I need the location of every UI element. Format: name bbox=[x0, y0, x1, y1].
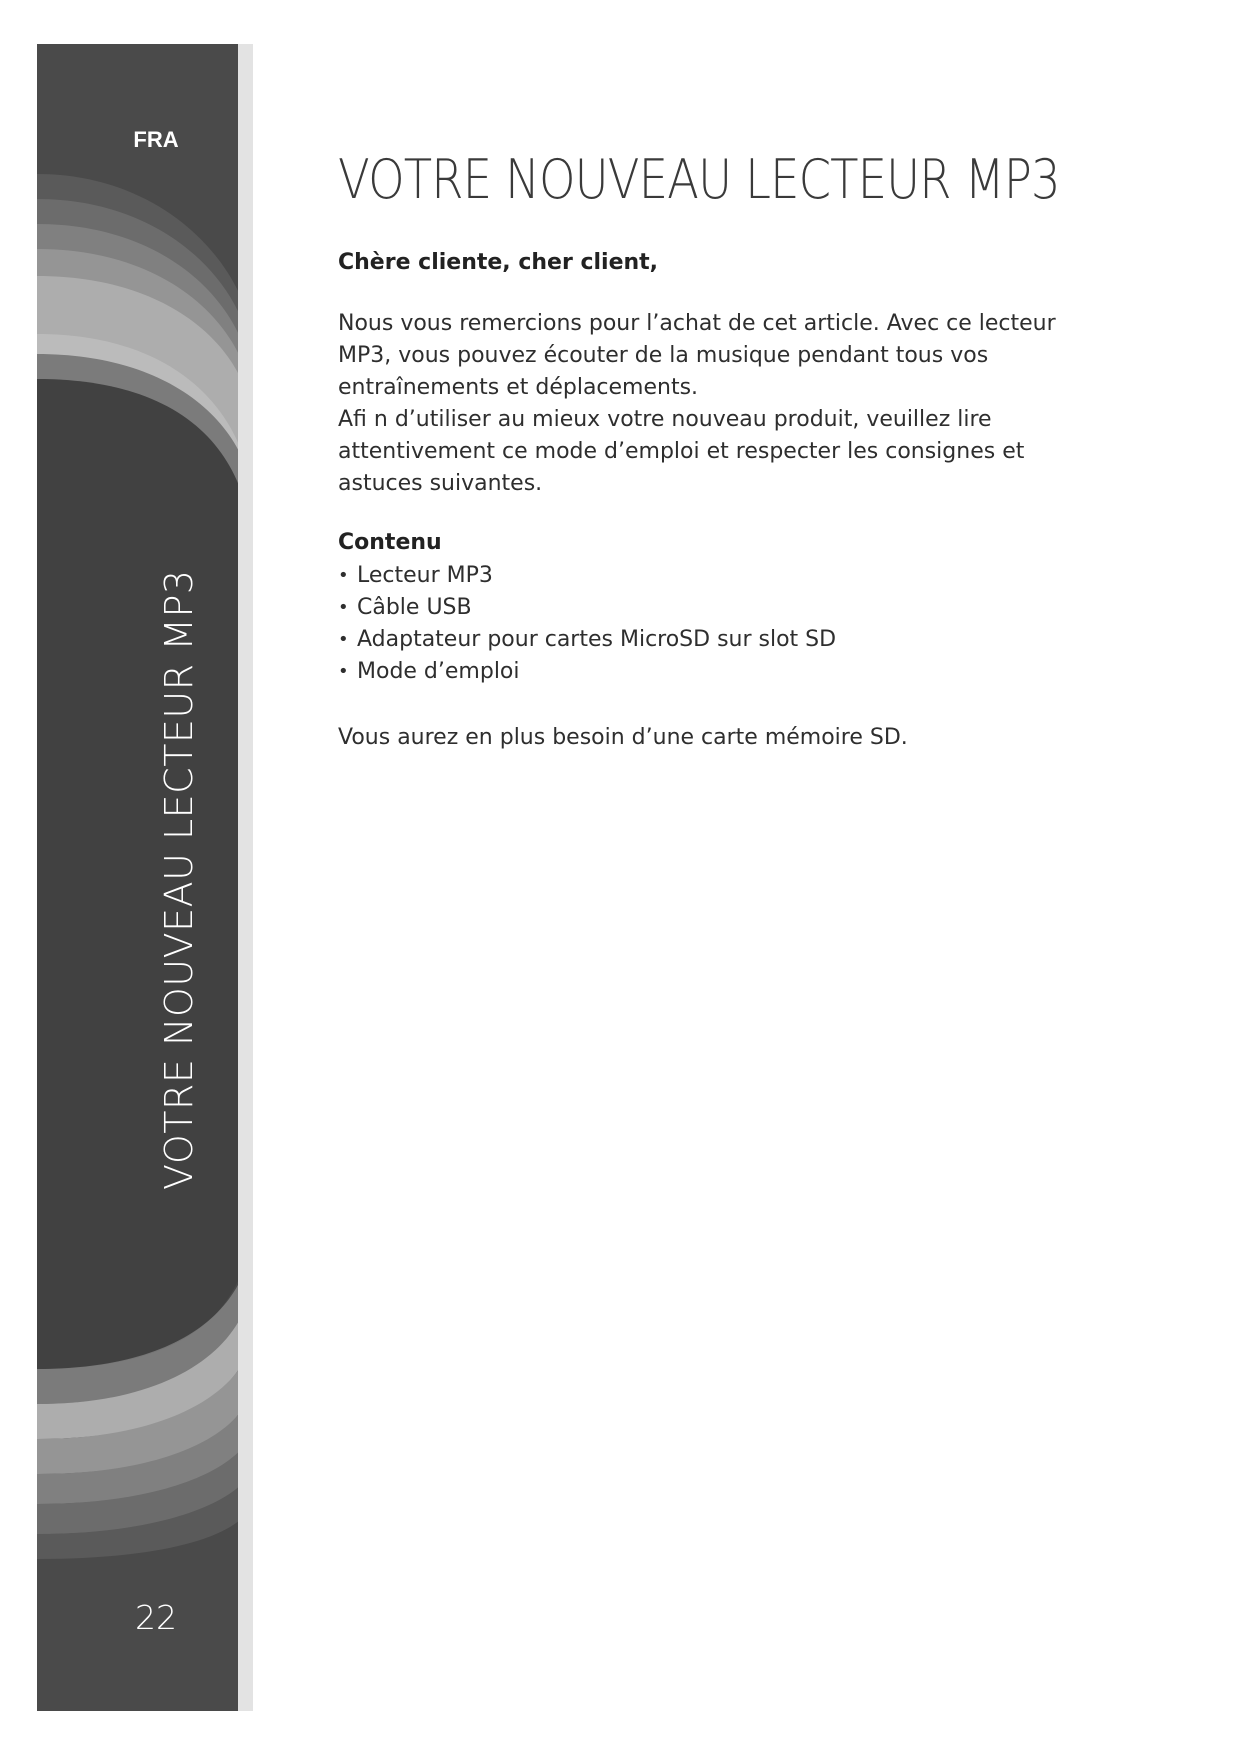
bullet-icon: • bbox=[338, 597, 349, 618]
page-number: 22 bbox=[135, 1598, 177, 1637]
additional-note: Vous aurez en plus besoin d’une carte mémoire SD. bbox=[338, 725, 908, 750]
intro-line: astuces suivantes. bbox=[338, 471, 543, 496]
sidebar-edge-strip bbox=[238, 44, 253, 1711]
contents-list bbox=[338, 560, 1098, 688]
central-capsule bbox=[37, 379, 253, 1369]
page-title: VOTRE NOUVEAU LECTEUR MP3 bbox=[338, 148, 1060, 211]
sidebar-band bbox=[37, 44, 253, 1711]
intro-line: Afi n d’utiliser au mieux votre nouveau produit, veuillez lire bbox=[338, 407, 992, 432]
greeting: Chère cliente, cher client, bbox=[338, 250, 659, 275]
main-content bbox=[338, 148, 1098, 754]
bullet-icon: • bbox=[338, 629, 349, 650]
intro-line: MP3, vous pouvez écouter de la musique pendant tous vos bbox=[338, 343, 989, 368]
list-item-label: Câble USB bbox=[357, 595, 472, 620]
intro-paragraph bbox=[338, 308, 1098, 500]
intro-line: Nous vous remercions pour l’achat de cet article. Avec ce lecteur bbox=[338, 311, 1056, 336]
intro-line: entraînements et déplacements. bbox=[338, 375, 699, 400]
vertical-section-title: VOTRE NOUVEAU LECTEUR MP3 bbox=[157, 569, 201, 1190]
bullet-icon: • bbox=[338, 565, 349, 586]
intro-line: attentivement ce mode d’emploi et respecter les consignes et bbox=[338, 439, 1025, 464]
list-item-label: Lecteur MP3 bbox=[357, 563, 493, 588]
bullet-icon: • bbox=[338, 661, 349, 682]
contents-heading: Contenu bbox=[338, 530, 442, 555]
decorative-arc-bands bbox=[37, 44, 253, 1711]
language-code: FRA bbox=[133, 127, 179, 152]
list-item bbox=[338, 624, 1098, 656]
list-item bbox=[338, 560, 1098, 592]
list-item bbox=[338, 656, 1098, 688]
list-item bbox=[338, 592, 1098, 624]
list-item-label: Adaptateur pour cartes MicroSD sur slot SD bbox=[357, 627, 837, 652]
list-item-label: Mode d’emploi bbox=[357, 659, 520, 684]
